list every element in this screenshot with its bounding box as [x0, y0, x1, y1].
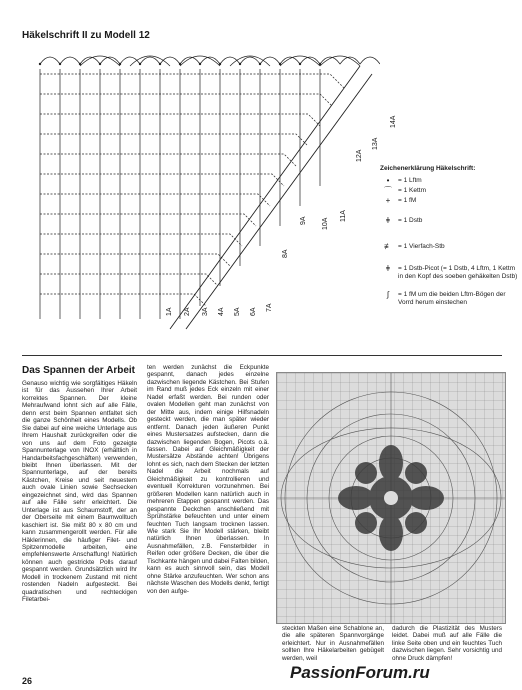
row-label-11a: 11A: [340, 210, 347, 222]
legend-row-around: [380, 291, 518, 307]
treble-crochet-icon: ǂ: [385, 216, 391, 225]
legend-text: = 1 Dstb: [398, 217, 423, 224]
row-label-9a: 9A: [300, 216, 307, 225]
blocking-board-illustration: [277, 373, 505, 623]
watermark: PassionForum.ru: [290, 663, 430, 682]
row-label-2a: 2A: [184, 307, 191, 316]
article-column-4: dadurch die Plastizität des Musters leidet. Dabei muß auf alle Fälle die linke Seite oben und ein feuchtes Tuch dazwischen liegen. Sehr vorsichtig und ohne Druck dämpfen!: [392, 625, 502, 662]
article-column-2: ten werden zunächst die Eckpunkte gespannt, danach jedes einzelne dazwischen liegende Kästchen. Bei Stufen im Rand muß jedes Eck einzeln mit einer Nadel erfaßt werden. Bei runden oder ovalen Modellen geht man zunächst von der Mitte aus, indem einige Hilfsnadeln gesteckt werden, die man später wieder entfernt. Danach jeden äußeren Punkt eines Mustersatzes aufstecken, dann die dazwischen liegenden Bogen, Picots o.ä. fassen. Dabei auf Gleichmäßigkeit der Mustersätze Abstände achten! Übrigens lohnt es sich, nach dem Stecken der letzten Nadel die Arbeit nochmals auf Gleichmäßigkeit zu kontrollieren und eventuell Korrekturen vorzunehmen. Bei größeren Modellen kann natürlich auch in mehreren Etappen gespannt werden. Das gespannte Deckchen anschließend mit Sprühstärke befeuchten und unter einem feuchten Tuch langsam trocknen lassen. Wie stark Sie Ihr Modell stärken, bleibt natürlich Ihnen überlassen. In Ausnahmefällen, z.B. Fensterbilder in Reifen oder größere Decken, die über die Tischkante hängen und dabei Falten bilden, kann es auch sinnvoll sein, das Modell ohne Stärke anzufeuchten. Wer schon ans nächste Waschen des Modells denkt, fertigt von den aufge-: [147, 364, 269, 595]
legend-text: = 1 Dstb-Picot (= 1 Dstb, 4 Lftm, 1 Kettm in den Kopf des soeben gehäkelten Dstb): [398, 265, 518, 280]
legend-row-treble: [380, 217, 518, 225]
slip-stitch-icon: ⌒: [384, 186, 392, 195]
legend-text: = 1 Lftm: [398, 177, 422, 184]
legend-text: = 1 Vierfach-Stb: [398, 243, 445, 250]
article-heading: Das Spannen der Arbeit: [22, 365, 135, 376]
single-crochet-icon: +: [385, 196, 391, 205]
legend-text: = 1 Kettm: [398, 187, 426, 194]
symbol-legend: [380, 165, 518, 309]
crochet-chart: [0, 44, 380, 344]
article-column-3: steckten Maßen eine Schablone an, die alle späteren Spannvorgänge erleichtert. Nur in Ausnahmefällen sollten Ihre Häkelarbeiten gebügelt werden, weil: [282, 625, 384, 662]
row-label-3a: 3A: [202, 307, 209, 316]
section-divider: [22, 355, 502, 356]
legend-row-chain: [380, 177, 518, 185]
chart-staircase: [40, 74, 345, 306]
chain-stitch-icon: •: [386, 176, 390, 185]
row-label-12a: 12A: [356, 149, 363, 162]
treble-picot-icon: ǂ: [385, 264, 391, 273]
legend-heading: Zeichenerklärung Häkelschrift:: [380, 165, 476, 172]
row-label-1a: 1A: [166, 307, 173, 316]
row-label-14a: 14A: [390, 115, 397, 128]
legend-row-picot: [380, 265, 518, 281]
row-label-10a: 10A: [322, 217, 329, 230]
legend-text: = 1 fM um die beiden Lftm-Bögen der Vorrd herum einstechen: [398, 291, 506, 306]
article-column-1: Genauso wichtig wie sorgfältiges Häkeln ist für das Aussehen Ihrer Arbeit korrektes Spannen. Der kleine Mehraufwand lohnt sich auf alle Fälle, denn erst beim Spannen entfaltet sich die ganze Schönheit eines Modells. Ob Sie dabei auf eine weiche Unterlage aus Ihrem Haushalt zurückgreifen oder die von uns auf dem Foto gezeigte Spannunterlage von INOX (erhältlich in Handarbeitsfachgeschäften) verwenden, bleibt Ihnen überlassen. Mit der Spannunterlage, auf der bereits Kästchen, Kreise und seit neuestem auch ovale Linien sowie Sechsecken eingezeichnet sind, wird das Spannen auf alle Fälle sehr erleichtert. Die Unterlage ist aus Schaumstoff, der an der Oberseite mit einem Baumwolltuch kaschiert ist. Sie mißt 80 x 80 cm und kann zusammengerollt werden. Für alle Häklerinnen, die häufiger Filet- und Spitzenmodelle arbeiten, eine empfehlenswerte Anschaffung! Natürlich können auch gestrickte Polls darauf gespannt werden. Grundsätzlich wird Ihr Modell in trockenem Zustand mit nicht rostenden Nadeln aufgesteckt. Bei quadratischen und rechteckigen Filetarbei-: [22, 380, 137, 604]
legend-text: = 1 fM: [398, 197, 417, 204]
row-label-6a: 6A: [250, 307, 257, 316]
legend-row-quadruple: [380, 243, 518, 251]
row-label-8a: 8A: [282, 249, 289, 258]
quadruple-treble-icon: ≢: [384, 242, 392, 251]
chart-title: Häkelschrift II zu Modell 12: [22, 30, 150, 41]
row-label-13a: 13A: [372, 137, 379, 150]
legend-row-slip: [380, 187, 518, 195]
row-label-5a: 5A: [234, 307, 241, 316]
legend-row-single: [380, 197, 518, 205]
page-number: 26: [22, 676, 33, 686]
blocking-board-photo: [276, 372, 506, 624]
single-around-icon: ∫: [386, 290, 390, 299]
row-label-7a: 7A: [266, 303, 273, 312]
row-label-4a: 4A: [218, 307, 225, 316]
